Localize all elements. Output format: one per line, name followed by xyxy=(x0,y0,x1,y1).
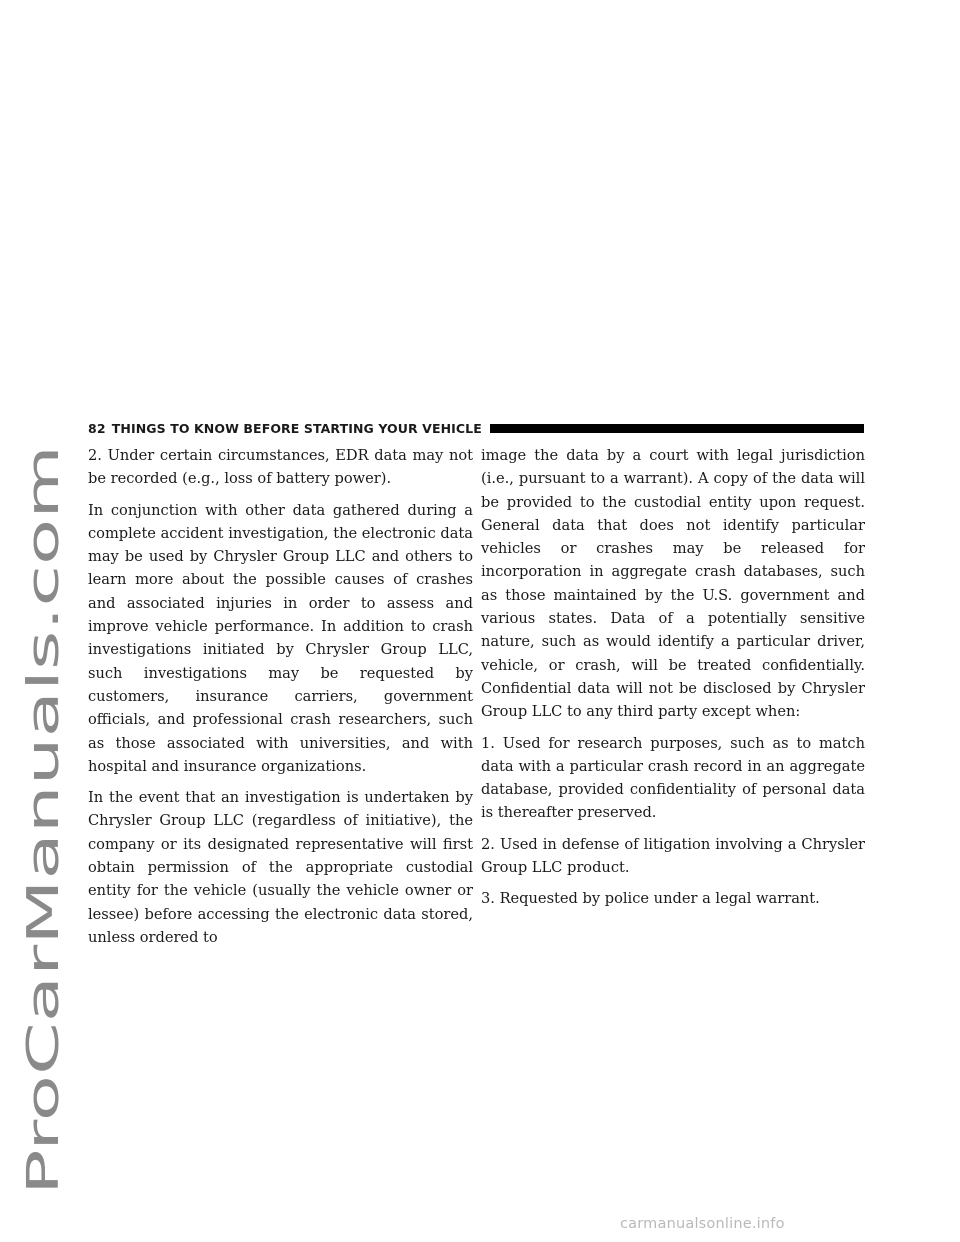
paragraph: In conjunction with other data gathered during a complete accident investigation, the electronic data may be used by Chrysler Group LLC and others to learn more about the possible causes of crashes and associated injuries in order to assess and improve vehicle performance. In addition to crash investigations initiated by Chrysler Group LLC, such investigations may be requested by customers, insurance carriers, government officials, and professional crash researchers, such as those associated with universities, and with hospital and insurance organizations. xyxy=(88,501,473,775)
paragraph: image the data by a court with legal jurisdiction (i.e., pursuant to a warrant). A copy of the data will be provided to the custodial entity upon request. General data that does not identify particular vehicles or crashes may be released for incorporation in aggregate crash databases, such as those maintained by the U.S. government and various states. Data of a potentially sensitive nature, such as would identify a particular driver, vehicle, or crash, will be treated confidentially. Confidential data will not be disclosed by Chrysler Group LLC to any third party except when: xyxy=(481,447,865,721)
paragraph: In the event that an investigation is undertaken by Chrysler Group LLC (regardless of initiative), the company or its designated representative will first obtain permission of the appropriate custodial entity for the vehicle (usually the vehicle owner or lessee) before accessing the electronic data stored, unless ordered to xyxy=(88,789,473,946)
paragraph: 1. Used for research purposes, such as to match data with a particular crash record in an aggregate database, provided confidentiality of personal data is thereafter preserved. xyxy=(481,734,865,822)
page-number: 82 xyxy=(88,420,106,436)
paragraph: 3. Requested by police under a legal warrant. xyxy=(481,890,820,908)
paragraph: 2. Used in defense of litigation involving a Chrysler Group LLC product. xyxy=(481,835,865,877)
bottom-watermark: carmanualsonline.info xyxy=(620,1216,785,1232)
page-header xyxy=(88,417,864,439)
left-column xyxy=(88,444,473,957)
header-rule xyxy=(490,424,864,433)
side-watermark xyxy=(4,440,74,1200)
section-title: THINGS TO KNOW BEFORE STARTING YOUR VEHICLE xyxy=(111,420,482,436)
paragraph: 2. Under certain circumstances, EDR data may not be recorded (e.g., loss of battery power). xyxy=(88,447,473,488)
right-column xyxy=(481,444,865,919)
side-watermark-text: ProCarManuals.com xyxy=(18,758,69,1195)
